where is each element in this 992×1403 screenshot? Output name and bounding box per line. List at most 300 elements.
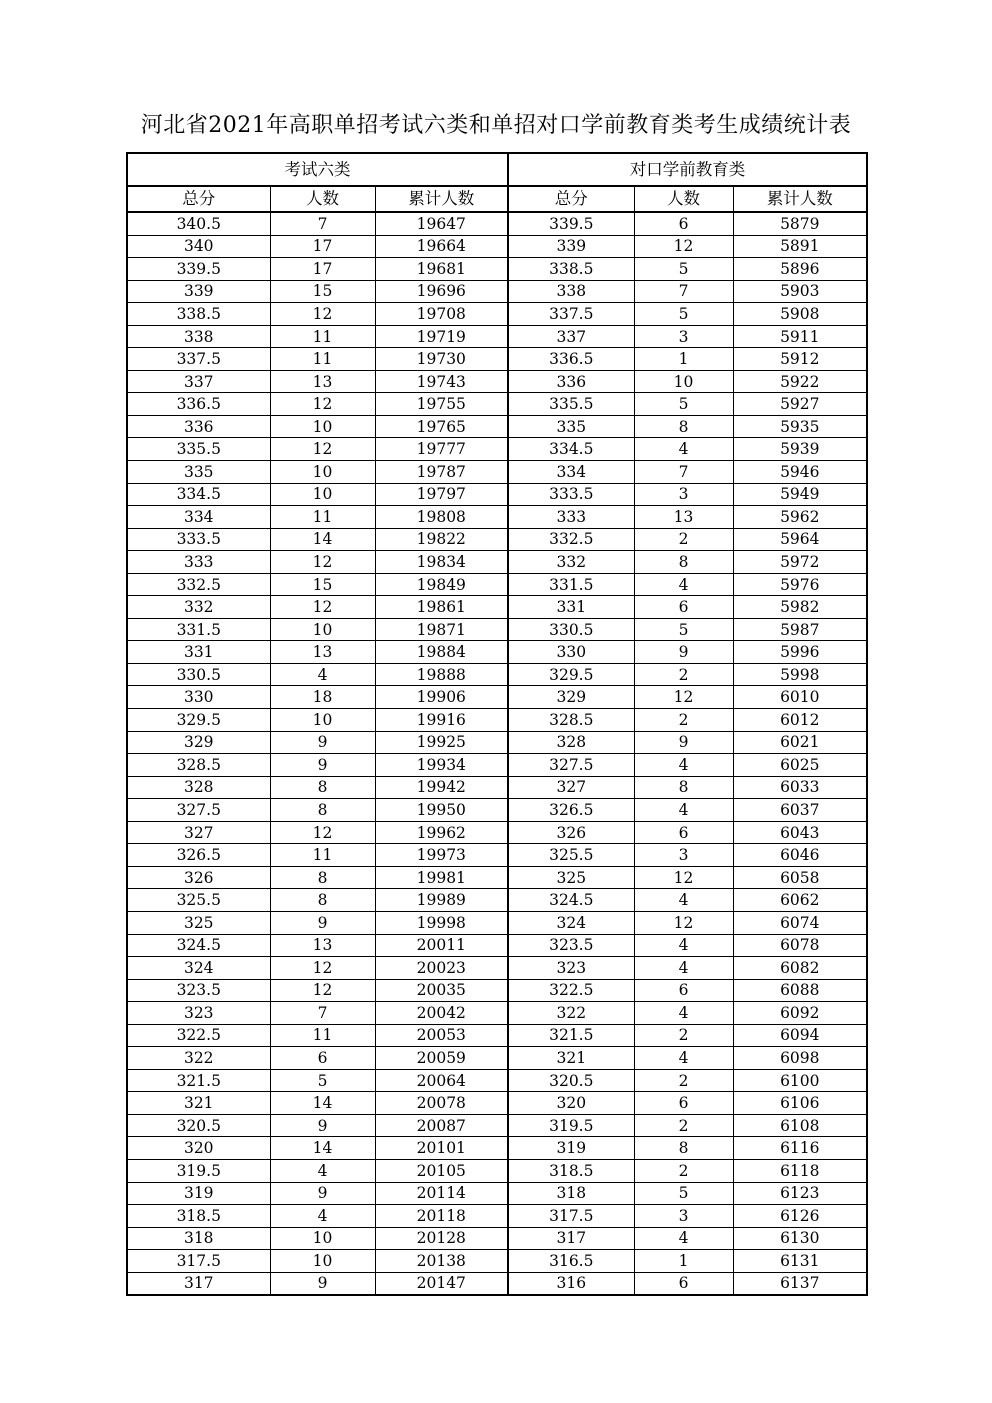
cumulative-exam-six-cell: 20118 bbox=[375, 1205, 508, 1228]
cumulative-exam-six-cell: 20087 bbox=[375, 1114, 508, 1137]
cumulative-preschool-cell: 6025 bbox=[733, 754, 867, 777]
count-exam-six-cell: 11 bbox=[270, 325, 375, 348]
cumulative-exam-six-cell: 19962 bbox=[375, 821, 508, 844]
table-row bbox=[127, 686, 867, 709]
score-preschool-cell: 321 bbox=[508, 1047, 634, 1070]
count-exam-six-cell: 12 bbox=[270, 596, 375, 619]
score-preschool-cell: 333 bbox=[508, 506, 634, 529]
table-row bbox=[127, 370, 867, 393]
score-preschool-cell: 319 bbox=[508, 1137, 634, 1160]
count-exam-six-cell: 7 bbox=[270, 212, 375, 235]
score-exam-six-cell: 329.5 bbox=[127, 709, 270, 732]
score-preschool-cell: 318.5 bbox=[508, 1159, 634, 1182]
cumulative-preschool-cell: 5964 bbox=[733, 528, 867, 551]
score-exam-six-cell: 325 bbox=[127, 911, 270, 934]
count-exam-six-cell: 8 bbox=[270, 776, 375, 799]
count-preschool-cell: 10 bbox=[634, 370, 733, 393]
cumulative-preschool-cell: 6012 bbox=[733, 709, 867, 732]
score-preschool-cell: 336 bbox=[508, 370, 634, 393]
table-row bbox=[127, 754, 867, 777]
cumulative-preschool-cell: 6116 bbox=[733, 1137, 867, 1160]
count-preschool-cell: 7 bbox=[634, 280, 733, 303]
score-preschool-cell: 330 bbox=[508, 641, 634, 664]
cumulative-preschool-cell: 6126 bbox=[733, 1205, 867, 1228]
score-exam-six-cell: 334.5 bbox=[127, 483, 270, 506]
cumulative-exam-six-cell: 19822 bbox=[375, 528, 508, 551]
count-exam-six-cell: 14 bbox=[270, 1137, 375, 1160]
score-preschool-cell: 317.5 bbox=[508, 1205, 634, 1228]
score-exam-six-cell: 336 bbox=[127, 415, 270, 438]
table-row bbox=[127, 1182, 867, 1205]
count-exam-six-cell: 12 bbox=[270, 303, 375, 326]
count-exam-six-cell: 6 bbox=[270, 1047, 375, 1070]
score-preschool-cell: 335.5 bbox=[508, 393, 634, 416]
count-preschool-cell: 8 bbox=[634, 1137, 733, 1160]
count-exam-six-cell: 9 bbox=[270, 1114, 375, 1137]
score-preschool-cell: 325.5 bbox=[508, 844, 634, 867]
cumulative-preschool-cell: 6094 bbox=[733, 1024, 867, 1047]
cumulative-preschool-cell: 5962 bbox=[733, 506, 867, 529]
count-preschool-cell: 4 bbox=[634, 1047, 733, 1070]
cumulative-preschool-cell: 5939 bbox=[733, 438, 867, 461]
cumulative-preschool-cell: 6092 bbox=[733, 1002, 867, 1025]
count-exam-six-cell: 14 bbox=[270, 1092, 375, 1115]
score-exam-six-cell: 322.5 bbox=[127, 1024, 270, 1047]
count-exam-six-cell: 8 bbox=[270, 889, 375, 912]
score-exam-six-cell: 326 bbox=[127, 866, 270, 889]
count-preschool-cell: 5 bbox=[634, 393, 733, 416]
cumulative-exam-six-cell: 19916 bbox=[375, 709, 508, 732]
score-preschool-cell: 317 bbox=[508, 1227, 634, 1250]
cumulative-preschool-cell: 5891 bbox=[733, 235, 867, 258]
count-preschool-cell: 8 bbox=[634, 415, 733, 438]
count-preschool-cell: 5 bbox=[634, 1182, 733, 1205]
score-preschool-cell: 331.5 bbox=[508, 573, 634, 596]
cumulative-exam-six-cell: 19647 bbox=[375, 212, 508, 235]
score-preschool-cell: 338.5 bbox=[508, 258, 634, 281]
cumulative-exam-six-cell: 20114 bbox=[375, 1182, 508, 1205]
cumulative-exam-six-cell: 19981 bbox=[375, 866, 508, 889]
score-exam-six-cell: 335 bbox=[127, 461, 270, 484]
cumulative-preschool-cell: 6123 bbox=[733, 1182, 867, 1205]
cumulative-exam-six-cell: 19808 bbox=[375, 506, 508, 529]
cumulative-preschool-cell: 5922 bbox=[733, 370, 867, 393]
table-row bbox=[127, 663, 867, 686]
column-header: 累计人数 bbox=[733, 186, 867, 212]
cumulative-exam-six-cell: 19884 bbox=[375, 641, 508, 664]
column-header: 人数 bbox=[270, 186, 375, 212]
cumulative-exam-six-cell: 19934 bbox=[375, 754, 508, 777]
table-row bbox=[127, 1114, 867, 1137]
score-preschool-cell: 325 bbox=[508, 866, 634, 889]
table-row bbox=[127, 821, 867, 844]
cumulative-exam-six-cell: 19777 bbox=[375, 438, 508, 461]
count-exam-six-cell: 10 bbox=[270, 483, 375, 506]
score-preschool-cell: 334 bbox=[508, 461, 634, 484]
count-exam-six-cell: 9 bbox=[270, 754, 375, 777]
score-exam-six-cell: 323 bbox=[127, 1002, 270, 1025]
table-row bbox=[127, 551, 867, 574]
score-preschool-cell: 323 bbox=[508, 957, 634, 980]
table-row bbox=[127, 438, 867, 461]
count-exam-six-cell: 12 bbox=[270, 551, 375, 574]
cumulative-exam-six-cell: 20105 bbox=[375, 1159, 508, 1182]
cumulative-exam-six-cell: 19861 bbox=[375, 596, 508, 619]
count-preschool-cell: 4 bbox=[634, 573, 733, 596]
score-exam-six-cell: 320.5 bbox=[127, 1114, 270, 1137]
count-exam-six-cell: 9 bbox=[270, 1272, 375, 1295]
count-exam-six-cell: 17 bbox=[270, 258, 375, 281]
count-preschool-cell: 5 bbox=[634, 618, 733, 641]
score-exam-six-cell: 319.5 bbox=[127, 1159, 270, 1182]
table-row bbox=[127, 1092, 867, 1115]
cumulative-preschool-cell: 6062 bbox=[733, 889, 867, 912]
cumulative-exam-six-cell: 20011 bbox=[375, 934, 508, 957]
count-preschool-cell: 5 bbox=[634, 258, 733, 281]
cumulative-preschool-cell: 6078 bbox=[733, 934, 867, 957]
count-preschool-cell: 12 bbox=[634, 235, 733, 258]
cumulative-preschool-cell: 5908 bbox=[733, 303, 867, 326]
cumulative-preschool-cell: 6082 bbox=[733, 957, 867, 980]
score-preschool-cell: 327 bbox=[508, 776, 634, 799]
count-exam-six-cell: 10 bbox=[270, 1227, 375, 1250]
count-exam-six-cell: 15 bbox=[270, 280, 375, 303]
table-row bbox=[127, 348, 867, 371]
table-row bbox=[127, 709, 867, 732]
cumulative-preschool-cell: 6037 bbox=[733, 799, 867, 822]
cumulative-exam-six-cell: 20128 bbox=[375, 1227, 508, 1250]
cumulative-preschool-cell: 5912 bbox=[733, 348, 867, 371]
cumulative-preschool-cell: 6088 bbox=[733, 979, 867, 1002]
table-row bbox=[127, 303, 867, 326]
cumulative-exam-six-cell: 20147 bbox=[375, 1272, 508, 1295]
cumulative-preschool-cell: 6033 bbox=[733, 776, 867, 799]
count-exam-six-cell: 7 bbox=[270, 1002, 375, 1025]
table-row bbox=[127, 799, 867, 822]
table-row bbox=[127, 1272, 867, 1295]
cumulative-preschool-cell: 6058 bbox=[733, 866, 867, 889]
score-exam-six-cell: 317.5 bbox=[127, 1250, 270, 1273]
cumulative-exam-six-cell: 19743 bbox=[375, 370, 508, 393]
table-body bbox=[127, 212, 867, 1295]
table-row bbox=[127, 483, 867, 506]
cumulative-exam-six-cell: 20059 bbox=[375, 1047, 508, 1070]
table-row bbox=[127, 1227, 867, 1250]
count-preschool-cell: 8 bbox=[634, 776, 733, 799]
count-exam-six-cell: 12 bbox=[270, 393, 375, 416]
cumulative-preschool-cell: 5911 bbox=[733, 325, 867, 348]
score-preschool-cell: 327.5 bbox=[508, 754, 634, 777]
table-row bbox=[127, 461, 867, 484]
count-preschool-cell: 4 bbox=[634, 754, 733, 777]
table-row bbox=[127, 1002, 867, 1025]
score-preschool-cell: 320.5 bbox=[508, 1069, 634, 1092]
score-exam-six-cell: 321 bbox=[127, 1092, 270, 1115]
count-exam-six-cell: 14 bbox=[270, 528, 375, 551]
cumulative-preschool-cell: 5927 bbox=[733, 393, 867, 416]
cumulative-exam-six-cell: 19730 bbox=[375, 348, 508, 371]
score-exam-six-cell: 340 bbox=[127, 235, 270, 258]
score-exam-six-cell: 327.5 bbox=[127, 799, 270, 822]
cumulative-preschool-cell: 6010 bbox=[733, 686, 867, 709]
cumulative-preschool-cell: 6098 bbox=[733, 1047, 867, 1070]
count-exam-six-cell: 18 bbox=[270, 686, 375, 709]
table-row bbox=[127, 528, 867, 551]
score-preschool-cell: 335 bbox=[508, 415, 634, 438]
score-exam-six-cell: 332.5 bbox=[127, 573, 270, 596]
cumulative-exam-six-cell: 19942 bbox=[375, 776, 508, 799]
count-exam-six-cell: 12 bbox=[270, 957, 375, 980]
table-row bbox=[127, 1137, 867, 1160]
cumulative-exam-six-cell: 19906 bbox=[375, 686, 508, 709]
score-exam-six-cell: 340.5 bbox=[127, 212, 270, 235]
cumulative-preschool-cell: 5976 bbox=[733, 573, 867, 596]
score-preschool-cell: 323.5 bbox=[508, 934, 634, 957]
table-row bbox=[127, 731, 867, 754]
score-preschool-cell: 338 bbox=[508, 280, 634, 303]
table-row bbox=[127, 1069, 867, 1092]
cumulative-preschool-cell: 5896 bbox=[733, 258, 867, 281]
cumulative-preschool-cell: 6021 bbox=[733, 731, 867, 754]
table-row bbox=[127, 258, 867, 281]
cumulative-exam-six-cell: 19696 bbox=[375, 280, 508, 303]
cumulative-preschool-cell: 6118 bbox=[733, 1159, 867, 1182]
count-exam-six-cell: 4 bbox=[270, 1205, 375, 1228]
score-statistics-table bbox=[126, 152, 868, 1296]
count-preschool-cell: 2 bbox=[634, 709, 733, 732]
count-preschool-cell: 4 bbox=[634, 889, 733, 912]
count-preschool-cell: 12 bbox=[634, 911, 733, 934]
score-preschool-cell: 319.5 bbox=[508, 1114, 634, 1137]
cumulative-exam-six-cell: 19681 bbox=[375, 258, 508, 281]
score-preschool-cell: 333.5 bbox=[508, 483, 634, 506]
table-row bbox=[127, 776, 867, 799]
score-exam-six-cell: 337 bbox=[127, 370, 270, 393]
table-row bbox=[127, 573, 867, 596]
table-row bbox=[127, 957, 867, 980]
score-preschool-cell: 329.5 bbox=[508, 663, 634, 686]
count-preschool-cell: 6 bbox=[634, 1092, 733, 1115]
cumulative-exam-six-cell: 19925 bbox=[375, 731, 508, 754]
count-preschool-cell: 2 bbox=[634, 1024, 733, 1047]
cumulative-preschool-cell: 6106 bbox=[733, 1092, 867, 1115]
cumulative-exam-six-cell: 20078 bbox=[375, 1092, 508, 1115]
cumulative-exam-six-cell: 19973 bbox=[375, 844, 508, 867]
score-preschool-cell: 326 bbox=[508, 821, 634, 844]
score-preschool-cell: 339 bbox=[508, 235, 634, 258]
count-preschool-cell: 3 bbox=[634, 1205, 733, 1228]
cumulative-preschool-cell: 5949 bbox=[733, 483, 867, 506]
score-preschool-cell: 332.5 bbox=[508, 528, 634, 551]
cumulative-exam-six-cell: 19765 bbox=[375, 415, 508, 438]
count-exam-six-cell: 10 bbox=[270, 709, 375, 732]
score-exam-six-cell: 324.5 bbox=[127, 934, 270, 957]
score-exam-six-cell: 338.5 bbox=[127, 303, 270, 326]
cumulative-preschool-cell: 5982 bbox=[733, 596, 867, 619]
column-header: 总分 bbox=[508, 186, 634, 212]
table-row bbox=[127, 911, 867, 934]
cumulative-exam-six-cell: 19888 bbox=[375, 663, 508, 686]
score-preschool-cell: 337 bbox=[508, 325, 634, 348]
cumulative-exam-six-cell: 20064 bbox=[375, 1069, 508, 1092]
score-exam-six-cell: 324 bbox=[127, 957, 270, 980]
count-preschool-cell: 1 bbox=[634, 348, 733, 371]
score-exam-six-cell: 318.5 bbox=[127, 1205, 270, 1228]
score-preschool-cell: 322.5 bbox=[508, 979, 634, 1002]
count-exam-six-cell: 8 bbox=[270, 799, 375, 822]
count-preschool-cell: 6 bbox=[634, 596, 733, 619]
score-exam-six-cell: 321.5 bbox=[127, 1069, 270, 1092]
cumulative-preschool-cell: 6043 bbox=[733, 821, 867, 844]
count-preschool-cell: 6 bbox=[634, 821, 733, 844]
table-row bbox=[127, 235, 867, 258]
count-preschool-cell: 7 bbox=[634, 461, 733, 484]
column-header: 人数 bbox=[634, 186, 733, 212]
cumulative-exam-six-cell: 19664 bbox=[375, 235, 508, 258]
score-preschool-cell: 331 bbox=[508, 596, 634, 619]
cumulative-exam-six-cell: 20053 bbox=[375, 1024, 508, 1047]
cumulative-preschool-cell: 5935 bbox=[733, 415, 867, 438]
score-exam-six-cell: 336.5 bbox=[127, 393, 270, 416]
table-row bbox=[127, 1024, 867, 1047]
count-exam-six-cell: 10 bbox=[270, 461, 375, 484]
table-row bbox=[127, 1250, 867, 1273]
score-exam-six-cell: 328 bbox=[127, 776, 270, 799]
count-preschool-cell: 6 bbox=[634, 979, 733, 1002]
score-exam-six-cell: 330 bbox=[127, 686, 270, 709]
cumulative-exam-six-cell: 19787 bbox=[375, 461, 508, 484]
count-preschool-cell: 2 bbox=[634, 1114, 733, 1137]
count-exam-six-cell: 9 bbox=[270, 731, 375, 754]
table-row bbox=[127, 325, 867, 348]
column-header: 总分 bbox=[127, 186, 270, 212]
count-exam-six-cell: 17 bbox=[270, 235, 375, 258]
score-exam-six-cell: 333.5 bbox=[127, 528, 270, 551]
cumulative-exam-six-cell: 19755 bbox=[375, 393, 508, 416]
count-exam-six-cell: 13 bbox=[270, 934, 375, 957]
count-exam-six-cell: 9 bbox=[270, 911, 375, 934]
count-exam-six-cell: 13 bbox=[270, 370, 375, 393]
column-header: 累计人数 bbox=[375, 186, 508, 212]
score-preschool-cell: 321.5 bbox=[508, 1024, 634, 1047]
count-exam-six-cell: 10 bbox=[270, 1250, 375, 1273]
count-preschool-cell: 4 bbox=[634, 799, 733, 822]
cumulative-exam-six-cell: 19797 bbox=[375, 483, 508, 506]
count-preschool-cell: 4 bbox=[634, 934, 733, 957]
table-row bbox=[127, 844, 867, 867]
count-preschool-cell: 9 bbox=[634, 731, 733, 754]
count-exam-six-cell: 11 bbox=[270, 506, 375, 529]
score-exam-six-cell: 329 bbox=[127, 731, 270, 754]
score-exam-six-cell: 317 bbox=[127, 1272, 270, 1295]
count-preschool-cell: 2 bbox=[634, 1069, 733, 1092]
table-row bbox=[127, 1047, 867, 1070]
score-preschool-cell: 316.5 bbox=[508, 1250, 634, 1273]
cumulative-exam-six-cell: 20023 bbox=[375, 957, 508, 980]
score-exam-six-cell: 319 bbox=[127, 1182, 270, 1205]
count-preschool-cell: 3 bbox=[634, 844, 733, 867]
score-exam-six-cell: 337.5 bbox=[127, 348, 270, 371]
table-row bbox=[127, 979, 867, 1002]
count-exam-six-cell: 12 bbox=[270, 438, 375, 461]
score-exam-six-cell: 320 bbox=[127, 1137, 270, 1160]
count-preschool-cell: 3 bbox=[634, 325, 733, 348]
score-preschool-cell: 322 bbox=[508, 1002, 634, 1025]
count-preschool-cell: 12 bbox=[634, 686, 733, 709]
cumulative-preschool-cell: 6046 bbox=[733, 844, 867, 867]
score-preschool-cell: 330.5 bbox=[508, 618, 634, 641]
group-header-exam-six: 考试六类 bbox=[127, 153, 508, 186]
count-preschool-cell: 13 bbox=[634, 506, 733, 529]
cumulative-exam-six-cell: 19998 bbox=[375, 911, 508, 934]
group-header-row bbox=[127, 153, 867, 186]
table-row bbox=[127, 415, 867, 438]
score-exam-six-cell: 331 bbox=[127, 641, 270, 664]
cumulative-preschool-cell: 5879 bbox=[733, 212, 867, 235]
table-row bbox=[127, 212, 867, 235]
score-exam-six-cell: 326.5 bbox=[127, 844, 270, 867]
score-preschool-cell: 316 bbox=[508, 1272, 634, 1295]
cumulative-preschool-cell: 5972 bbox=[733, 551, 867, 574]
score-exam-six-cell: 331.5 bbox=[127, 618, 270, 641]
count-exam-six-cell: 12 bbox=[270, 979, 375, 1002]
table-row bbox=[127, 506, 867, 529]
cumulative-preschool-cell: 6130 bbox=[733, 1227, 867, 1250]
table-row bbox=[127, 889, 867, 912]
cumulative-exam-six-cell: 19950 bbox=[375, 799, 508, 822]
count-exam-six-cell: 12 bbox=[270, 821, 375, 844]
cumulative-preschool-cell: 6100 bbox=[733, 1069, 867, 1092]
cumulative-preschool-cell: 5946 bbox=[733, 461, 867, 484]
score-preschool-cell: 320 bbox=[508, 1092, 634, 1115]
table-row bbox=[127, 393, 867, 416]
score-preschool-cell: 324.5 bbox=[508, 889, 634, 912]
score-preschool-cell: 328 bbox=[508, 731, 634, 754]
score-preschool-cell: 326.5 bbox=[508, 799, 634, 822]
cumulative-exam-six-cell: 20101 bbox=[375, 1137, 508, 1160]
score-exam-six-cell: 334 bbox=[127, 506, 270, 529]
count-exam-six-cell: 8 bbox=[270, 866, 375, 889]
count-exam-six-cell: 10 bbox=[270, 618, 375, 641]
table-row bbox=[127, 641, 867, 664]
score-exam-six-cell: 333 bbox=[127, 551, 270, 574]
cumulative-exam-six-cell: 19719 bbox=[375, 325, 508, 348]
score-preschool-cell: 324 bbox=[508, 911, 634, 934]
score-preschool-cell: 337.5 bbox=[508, 303, 634, 326]
cumulative-exam-six-cell: 19708 bbox=[375, 303, 508, 326]
cumulative-preschool-cell: 5996 bbox=[733, 641, 867, 664]
score-preschool-cell: 332 bbox=[508, 551, 634, 574]
score-exam-six-cell: 327 bbox=[127, 821, 270, 844]
count-exam-six-cell: 4 bbox=[270, 663, 375, 686]
count-preschool-cell: 4 bbox=[634, 1002, 733, 1025]
cumulative-preschool-cell: 6131 bbox=[733, 1250, 867, 1273]
cumulative-preschool-cell: 6074 bbox=[733, 911, 867, 934]
table-row bbox=[127, 866, 867, 889]
score-preschool-cell: 329 bbox=[508, 686, 634, 709]
count-preschool-cell: 5 bbox=[634, 303, 733, 326]
score-exam-six-cell: 325.5 bbox=[127, 889, 270, 912]
count-preschool-cell: 8 bbox=[634, 551, 733, 574]
page-title: 河北省2021年高职单招考试六类和单招对口学前教育类考生成绩统计表 bbox=[140, 113, 852, 138]
cumulative-preschool-cell: 6137 bbox=[733, 1272, 867, 1295]
cumulative-preschool-cell: 5987 bbox=[733, 618, 867, 641]
cumulative-exam-six-cell: 19871 bbox=[375, 618, 508, 641]
table-row bbox=[127, 280, 867, 303]
score-exam-six-cell: 318 bbox=[127, 1227, 270, 1250]
score-exam-six-cell: 339 bbox=[127, 280, 270, 303]
score-exam-six-cell: 339.5 bbox=[127, 258, 270, 281]
